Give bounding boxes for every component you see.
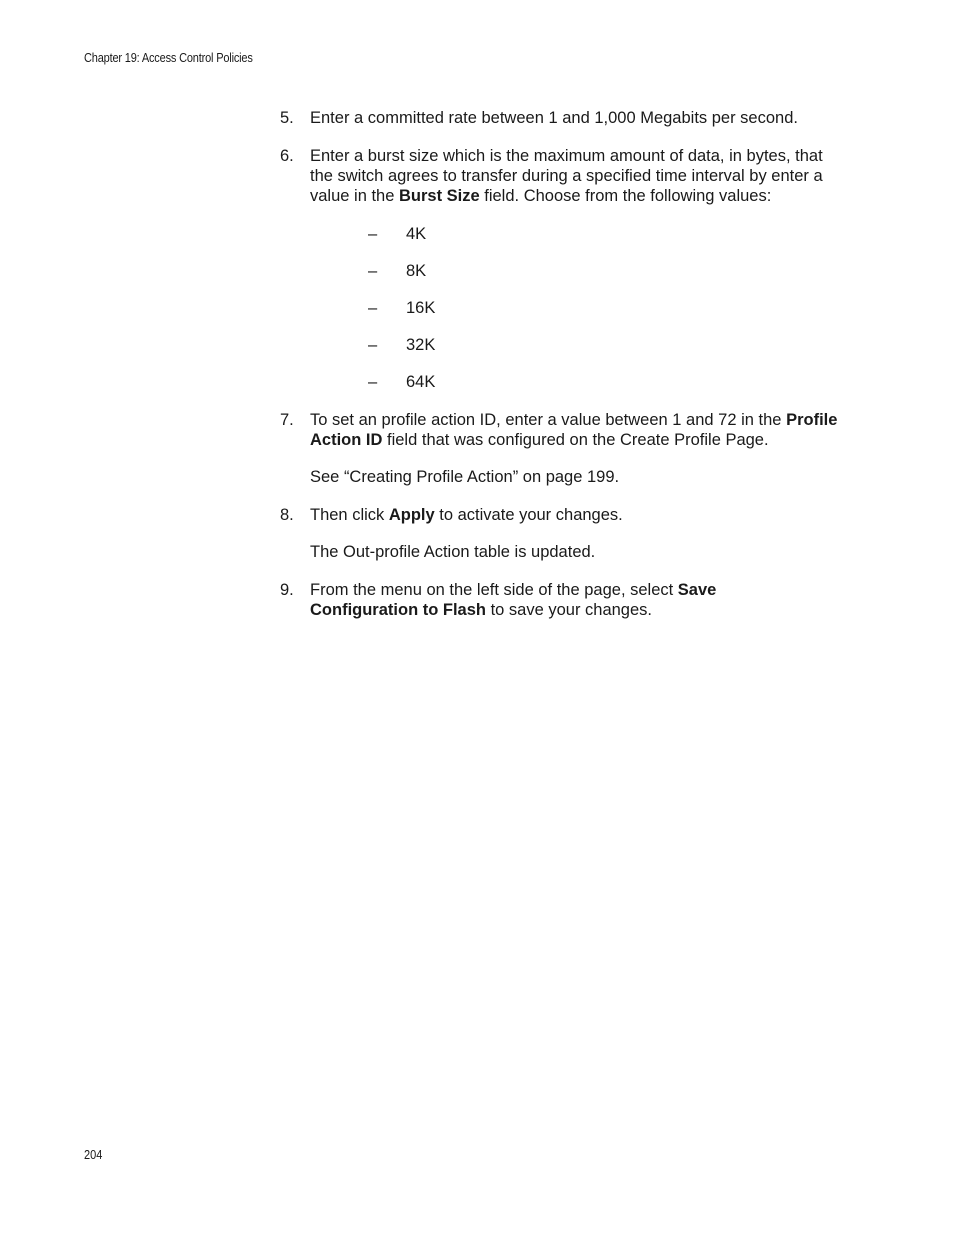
page-number: 204 — [84, 1148, 103, 1162]
option-value: 64K — [406, 373, 436, 391]
option-value: 16K — [406, 299, 436, 317]
step-number: 8. — [280, 506, 294, 524]
option-value: 32K — [406, 336, 436, 354]
step-text-run: field that was configured on the Create Profile Page. — [382, 431, 769, 449]
button-name-apply: Apply — [388, 506, 435, 524]
cross-reference-note: See “Creating Profile Action” on page 199. — [310, 468, 620, 486]
dash-bullet: – — [368, 373, 378, 391]
step-8 — [280, 505, 850, 562]
field-name-profile-action-id: Profile Action ID — [310, 411, 838, 449]
dash-bullet: – — [368, 225, 378, 243]
step-text-run: From the menu on the left side of the page, select — [310, 581, 678, 599]
step-text-run: Then click — [310, 506, 389, 524]
step-text — [310, 505, 850, 525]
option-item — [310, 335, 850, 355]
dash-bullet: – — [368, 336, 378, 354]
step-number: 5. — [280, 109, 294, 127]
option-item — [310, 298, 850, 318]
field-name-burst-size: Burst Size — [398, 187, 480, 205]
step-9 — [280, 580, 850, 620]
option-value: 4K — [406, 225, 427, 243]
result-note: The Out-profile Action table is updated. — [310, 543, 596, 561]
step-7 — [280, 410, 850, 487]
step-text-run: to save your changes. — [485, 601, 652, 619]
step-text-run: To set an profile action ID, enter a value between 1 and 72 in the — [310, 411, 787, 429]
step-number: 7. — [280, 411, 294, 429]
burst-size-options — [310, 224, 850, 392]
option-item — [310, 224, 850, 244]
option-item — [310, 261, 850, 281]
step-number: 9. — [280, 581, 294, 599]
option-item — [310, 372, 850, 392]
step-text — [310, 410, 850, 450]
step-text: Enter a committed rate between 1 and 1,000 Megabits per second. — [310, 109, 798, 127]
step-text-run: Enter a burst size which is the maximum amount of data, in bytes, that the switch agrees to transfer during a specified time interval by enter a value in the — [310, 147, 823, 205]
option-value: 8K — [406, 262, 427, 280]
step-text-run: to activate your changes. — [434, 506, 623, 524]
dash-bullet: – — [368, 262, 378, 280]
step-text — [310, 580, 740, 620]
step-text — [310, 146, 850, 206]
step-text-run: field. Choose from the following values: — [479, 187, 772, 205]
running-header: Chapter 19: Access Control Policies — [84, 51, 253, 65]
menu-item-save-configuration: Save Configuration to Flash — [310, 581, 717, 619]
dash-bullet: – — [368, 299, 378, 317]
step-5 — [280, 108, 850, 128]
procedure-steps — [280, 108, 850, 620]
step-number: 6. — [280, 147, 294, 165]
step-6 — [280, 146, 850, 392]
